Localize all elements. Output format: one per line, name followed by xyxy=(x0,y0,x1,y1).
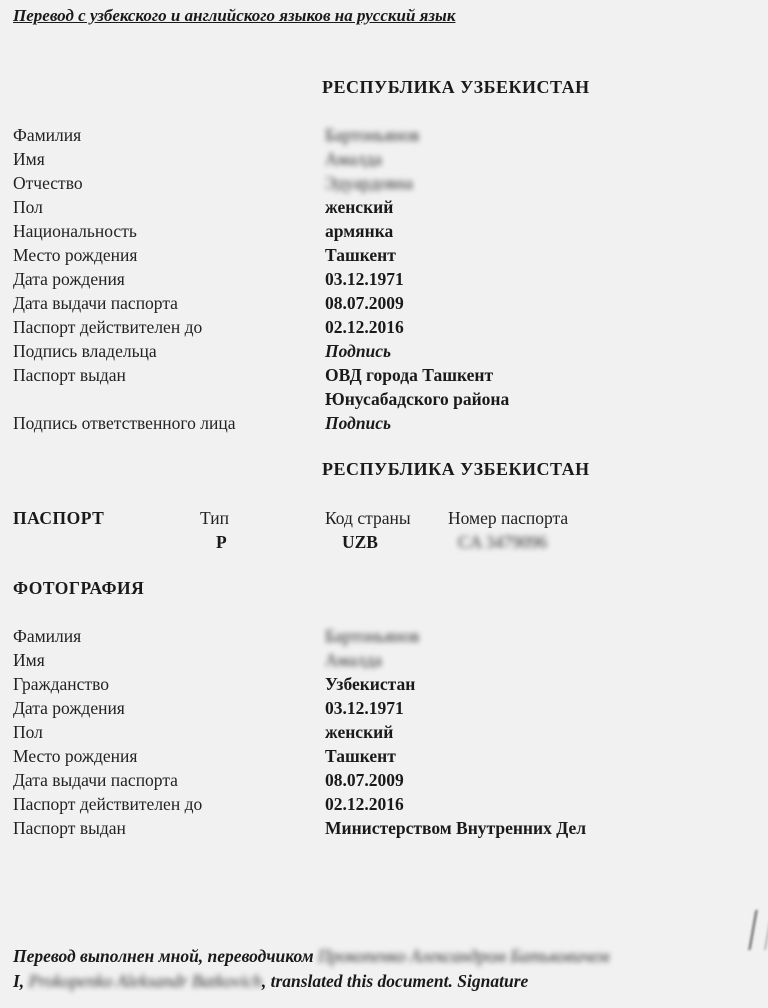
value-issued-by-2: Министерством Внутренних Дел xyxy=(325,818,587,838)
value-issued-by-district: Юнусабадского района xyxy=(325,389,510,409)
label-birthplace-2: Место рождения xyxy=(13,746,138,766)
label-citizenship: Гражданство xyxy=(13,674,109,694)
value-name-2 xyxy=(325,650,382,671)
passport-number-value xyxy=(458,532,547,553)
label-issue-date-2: Дата выдачи паспорта xyxy=(13,770,178,790)
label-official-signature: Подпись ответственного лица xyxy=(13,413,236,433)
photo-label: ФОТОГРАФИЯ xyxy=(13,578,145,598)
value-valid-until: 02.12.2016 xyxy=(325,317,404,337)
value-birthplace: Ташкент xyxy=(325,245,396,265)
label-issue-date: Дата выдачи паспорта xyxy=(13,293,178,313)
footer-line-2-prefix: I, xyxy=(13,971,25,991)
document-header: Перевод с узбекского и английского языков на русский язык xyxy=(13,6,456,25)
redacted-surname-2: Бартоньянов xyxy=(325,626,420,646)
value-holder-signature: Подпись xyxy=(325,341,392,361)
value-nationality: армянка xyxy=(325,221,394,241)
footer-line-1-prefix: Перевод выполнен мной, переводчиком xyxy=(13,946,314,966)
redacted-passport-number: CA 3479096 xyxy=(458,532,547,552)
label-name: Имя xyxy=(13,149,45,169)
label-sex: Пол xyxy=(13,197,43,217)
redacted-patronymic: Эдуардовна xyxy=(325,173,413,193)
label-surname-2: Фамилия xyxy=(13,626,82,646)
label-nationality: Национальность xyxy=(13,221,137,241)
redacted-surname: Бартоньянов xyxy=(325,125,420,145)
value-sex: женский xyxy=(325,197,394,217)
redacted-translator-name-ru: Прокопенко Александром Батьковичем xyxy=(317,946,610,966)
signature-mark xyxy=(748,910,768,950)
value-issue-date-2: 08.07.2009 xyxy=(325,770,404,790)
label-valid-until-2: Паспорт действителен до xyxy=(13,794,203,814)
value-issued-by: ОВД города Ташкент xyxy=(325,365,494,385)
value-valid-until-2: 02.12.2016 xyxy=(325,794,404,814)
value-citizenship: Узбекистан xyxy=(325,674,416,694)
label-sex-2: Пол xyxy=(13,722,43,742)
value-birthdate: 03.12.1971 xyxy=(325,269,404,289)
label-birthdate-2: Дата рождения xyxy=(13,698,125,718)
passport-number-label: Номер паспорта xyxy=(448,508,569,528)
label-issued-by: Паспорт выдан xyxy=(13,365,126,385)
passport-label: ПАСПОРТ xyxy=(13,508,105,528)
value-patronymic xyxy=(325,173,413,194)
section1-title: РЕСПУБЛИКА УЗБЕКИСТАН xyxy=(322,77,590,97)
label-surname: Фамилия xyxy=(13,125,82,145)
value-issue-date: 08.07.2009 xyxy=(325,293,404,313)
footer-line-2 xyxy=(13,971,528,992)
footer-line-2-suffix: , translated this document. Signature xyxy=(261,971,529,991)
label-patronymic: Отчество xyxy=(13,173,83,193)
country-code-label: Код страны xyxy=(325,508,411,528)
redacted-name: Амалда xyxy=(325,149,382,169)
type-label: Тип xyxy=(200,508,229,528)
label-valid-until: Паспорт действителен до xyxy=(13,317,203,337)
country-code-value: UZB xyxy=(342,532,378,552)
value-official-signature: Подпись xyxy=(325,413,392,433)
value-birthplace-2: Ташкент xyxy=(325,746,396,766)
value-birthdate-2: 03.12.1971 xyxy=(325,698,404,718)
section2-title: РЕСПУБЛИКА УЗБЕКИСТАН xyxy=(322,459,590,479)
value-name xyxy=(325,149,382,170)
footer-line-1 xyxy=(13,946,609,967)
label-name-2: Имя xyxy=(13,650,45,670)
type-value: P xyxy=(216,532,227,552)
label-issued-by-2: Паспорт выдан xyxy=(13,818,126,838)
label-birthdate: Дата рождения xyxy=(13,269,125,289)
label-birthplace: Место рождения xyxy=(13,245,138,265)
value-surname-2 xyxy=(325,626,419,647)
redacted-name-2: Амалда xyxy=(325,650,382,670)
value-surname xyxy=(325,125,419,146)
label-holder-signature: Подпись владельца xyxy=(13,341,157,361)
redacted-translator-name-en: Prokopenko Aleksandr Batkovich xyxy=(28,971,262,991)
value-sex-2: женский xyxy=(325,722,394,742)
